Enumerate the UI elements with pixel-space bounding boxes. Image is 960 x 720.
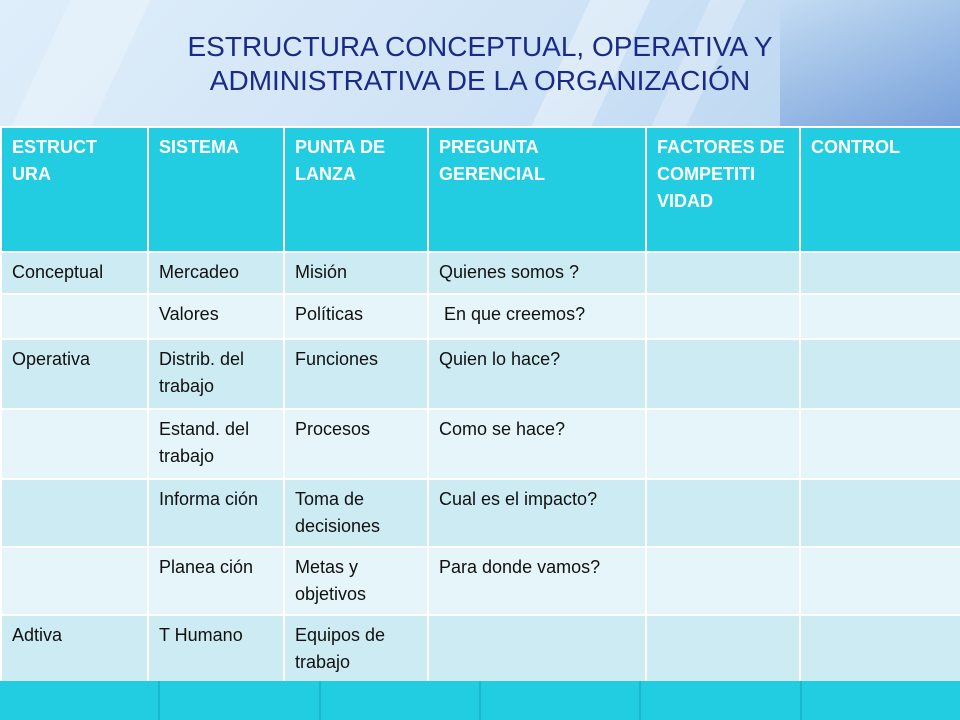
table-cell: Funciones (284, 339, 428, 409)
table-cell: Valores (148, 294, 284, 339)
table-row (1, 294, 960, 339)
table-row (1, 547, 960, 615)
table-cell: Misión (284, 252, 428, 294)
table-cell (646, 479, 800, 547)
table-row (1, 409, 960, 479)
table-cell (646, 339, 800, 409)
table-cell: Operativa (1, 339, 148, 409)
table-cell: Políticas (284, 294, 428, 339)
table-cell (800, 547, 960, 615)
header-pregunta-gerencial: PREGUNTA GERENCIAL (428, 127, 646, 252)
bottom-cell (321, 681, 481, 720)
table-header-row (1, 127, 960, 252)
table-cell: En que creemos? (428, 294, 646, 339)
bottom-cell (481, 681, 641, 720)
table-cell: Como se hace? (428, 409, 646, 479)
table-cell (800, 409, 960, 479)
table-row (1, 339, 960, 409)
table-cell (800, 252, 960, 294)
table-cell: Planea ción (148, 547, 284, 615)
table-row (1, 252, 960, 294)
bottom-cell (160, 681, 320, 720)
bottom-cell (641, 681, 801, 720)
table-cell: Distrib. del trabajo (148, 339, 284, 409)
table-cell: Para donde vamos? (428, 547, 646, 615)
table-cell (646, 294, 800, 339)
slide-title (0, 30, 960, 98)
table-cell: Procesos (284, 409, 428, 479)
table-cell (646, 547, 800, 615)
header-estructura: ESTRUCT URA (1, 127, 148, 252)
table-cell: Estand. del trabajo (148, 409, 284, 479)
table-cell: Quienes somos ? (428, 252, 646, 294)
bottom-cell (802, 681, 960, 720)
header-control: CONTROL (800, 127, 960, 252)
table-cell (1, 409, 148, 479)
slide-title-line-1: ESTRUCTURA CONCEPTUAL, OPERATIVA Y (187, 31, 773, 62)
bottom-cell (0, 681, 160, 720)
table-cell: Quien lo hace? (428, 339, 646, 409)
table-cell: Informa ción (148, 479, 284, 547)
table-cell (1, 479, 148, 547)
table-cell (428, 615, 646, 683)
table-cell: Conceptual (1, 252, 148, 294)
table-cell: Toma de decisiones (284, 479, 428, 547)
table-cell (646, 615, 800, 683)
bottom-empty-row (0, 681, 960, 720)
table-cell (800, 479, 960, 547)
slide-title-line-2: ADMINISTRATIVA DE LA ORGANIZACIÓN (209, 65, 751, 96)
header-sistema: SISTEMA (148, 127, 284, 252)
table-cell (800, 294, 960, 339)
table-cell (800, 615, 960, 683)
table-cell: T Humano (148, 615, 284, 683)
table-cell (646, 409, 800, 479)
table-row (1, 615, 960, 683)
table-cell (800, 339, 960, 409)
table-cell (1, 547, 148, 615)
table-cell: Cual es el impacto? (428, 479, 646, 547)
table-cell (1, 294, 148, 339)
table-cell: Adtiva (1, 615, 148, 683)
header-factores-de-competitividad: FACTORES DE COMPETITI VIDAD (646, 127, 800, 252)
table-cell: Equipos de trabajo (284, 615, 428, 683)
table-row (1, 479, 960, 547)
organization-structure-table (0, 126, 960, 684)
header-punta-de-lanza: PUNTA DE LANZA (284, 127, 428, 252)
table-cell (646, 252, 800, 294)
table-cell: Mercadeo (148, 252, 284, 294)
table-cell: Metas y objetivos (284, 547, 428, 615)
